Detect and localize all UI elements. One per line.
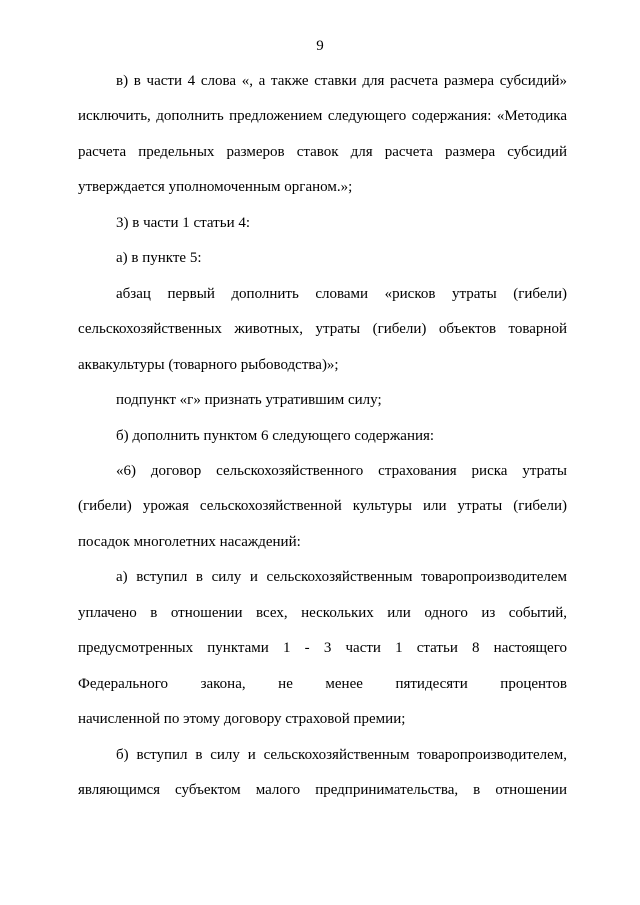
paragraph-line: «6) договор сельскохозяйственного страхования риска утраты (116, 463, 567, 479)
paragraph-line: б) вступил в силу и сельскохозяйственным товаропроизводителем, (116, 747, 567, 763)
page-number: 9 (316, 38, 324, 54)
paragraph-line: утверждается уполномоченным органом.»; (78, 179, 353, 195)
paragraph-line: сельскохозяйственных животных, утраты (гибели) объектов товарной (78, 321, 567, 337)
paragraph-line: б) дополнить пунктом 6 следующего содержания: (116, 428, 435, 444)
paragraph-line: в) в части 4 слова «, а также ставки для расчета размера субсидий» (116, 73, 567, 89)
paragraph-line: предусмотренных пунктами 1 - 3 части 1 статьи 8 настоящего (78, 640, 567, 656)
paragraph-line: начисленной по этому договору страховой премии; (78, 711, 406, 727)
paragraph-line: посадок многолетних насаждений: (78, 534, 301, 550)
paragraph-line: Федерального закона, не менее пятидесяти процентов (78, 676, 567, 692)
paragraph-line: расчета предельных размеров ставок для расчета размера субсидий (78, 144, 567, 160)
paragraph-line: уплачено в отношении всех, нескольких или одного из событий, (78, 605, 567, 621)
paragraph-line: (гибели) урожая сельскохозяйственной культуры или утраты (гибели) (78, 498, 567, 514)
paragraph-line: 3) в части 1 статьи 4: (116, 215, 251, 231)
paragraph-line: аквакультуры (товарного рыбоводства)»; (78, 357, 339, 373)
paragraph-line: подпункт «г» признать утратившим силу; (116, 392, 382, 408)
paragraph-line: абзац первый дополнить словами «рисков утраты (гибели) (116, 286, 567, 302)
paragraph-line: а) вступил в силу и сельскохозяйственным товаропроизводителем (116, 569, 567, 585)
paragraph-line: исключить, дополнить предложением следующего содержания: «Методика (78, 108, 567, 124)
paragraph-line: являющимся субъектом малого предпринимательства, в отношении (78, 782, 567, 798)
paragraph-line: а) в пункте 5: (116, 250, 202, 266)
